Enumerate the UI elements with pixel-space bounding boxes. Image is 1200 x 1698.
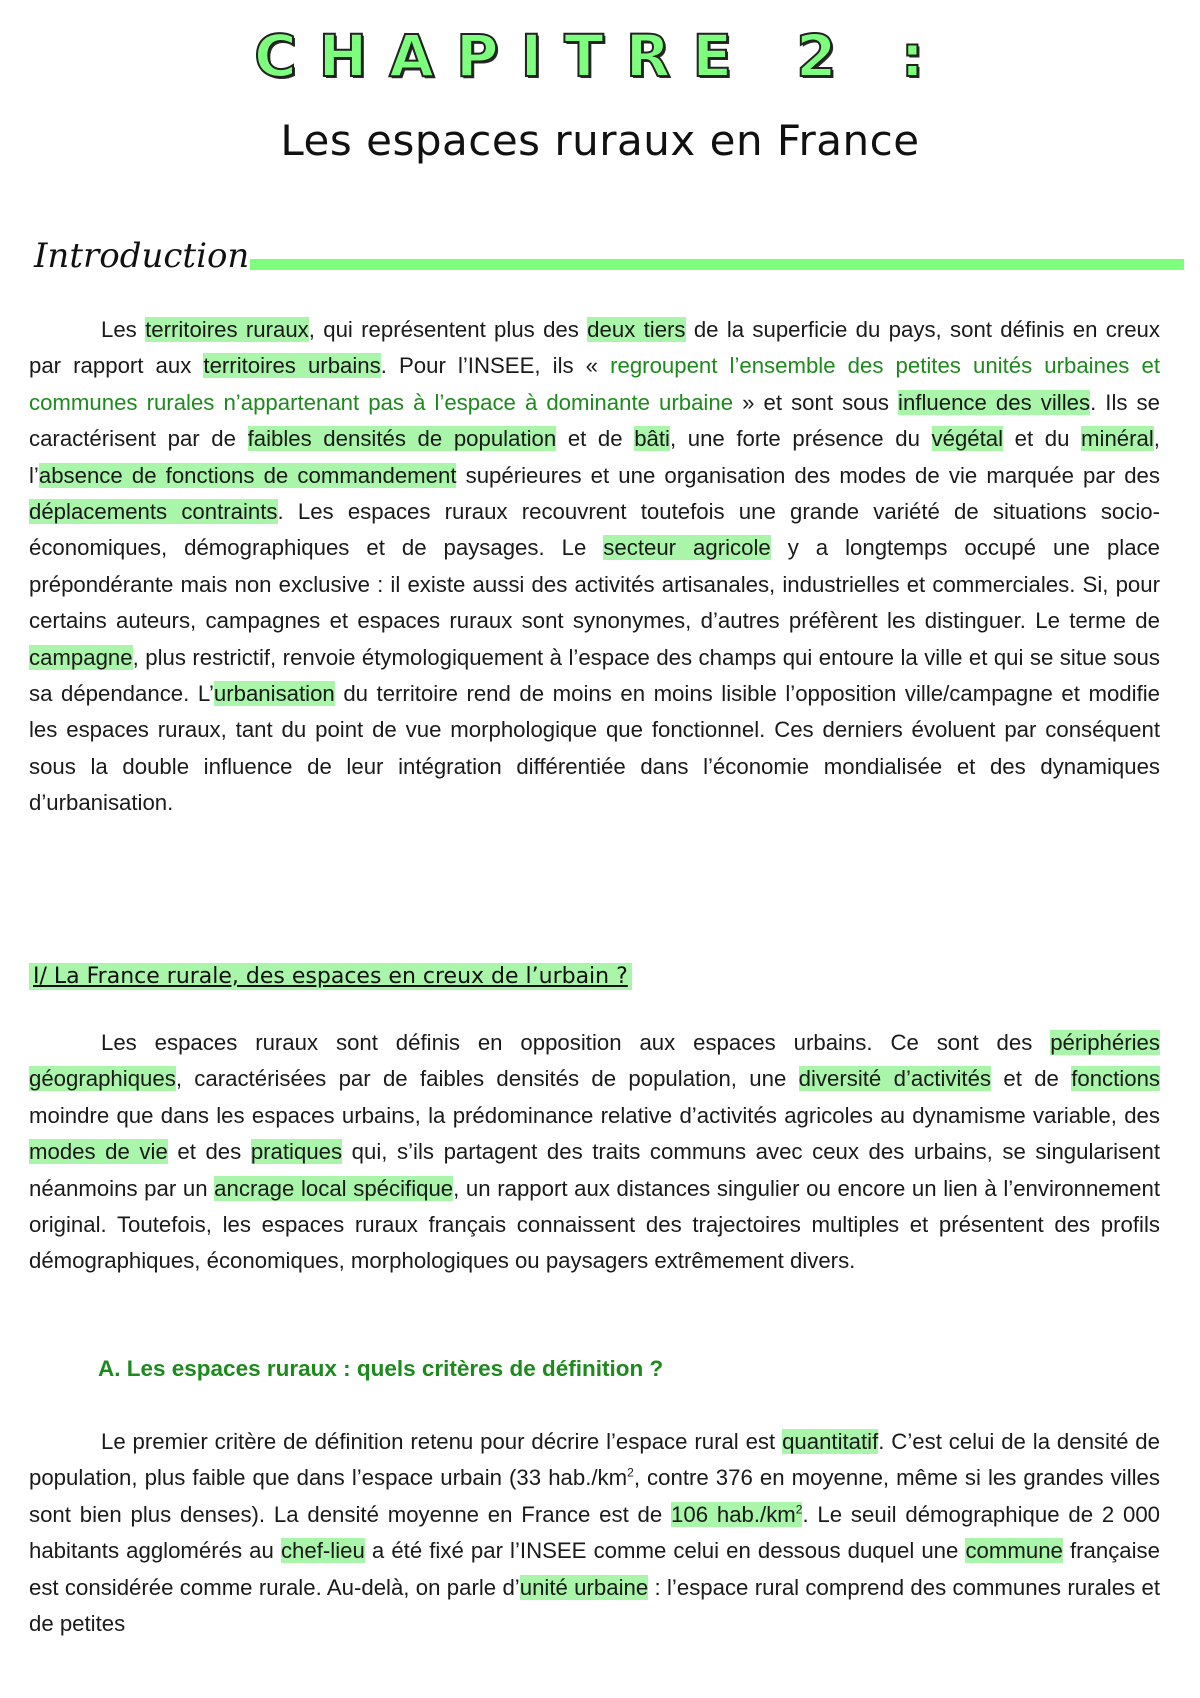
highlight: pratiques — [250, 1139, 343, 1165]
introduction-heading-row — [34, 236, 1184, 286]
highlight: minéral — [1081, 426, 1154, 452]
highlight: influence des villes — [898, 389, 1091, 415]
subsection-heading: A. Les espaces ruraux : quels critères de définition ? — [98, 1356, 664, 1381]
highlight: 106 $hab./km^2$ — [671, 1501, 803, 1527]
highlight: ancrage local spécifique — [214, 1175, 454, 1201]
highlight: végétal — [931, 426, 1004, 452]
highlight: quantitatif — [782, 1429, 879, 1454]
highlight: périphéries géographiques — [29, 1030, 1160, 1092]
highlight: territoires ruraux — [145, 317, 309, 342]
highlight: faibles densités de population — [247, 426, 557, 452]
section-heading: I/ La France rurale, des espaces en creux de l’urbain ? — [29, 963, 632, 990]
introduction-heading: Introduction — [34, 236, 250, 276]
subsection-paragraph: Le premier critère de définition retenu pour décrire l’espace rural est quantitatif. C’est celui de la densité de population, plus faible que dans l’espace urbain (33 $hab./km^2$, contre 376 en moyenne, même si les grandes villes sont bien plus denses). La densité moyenne en France est de 106 $hab./km^2$. Le seuil démographique de 2 000 habitants agglomérés au chef-lieu a été fixé par l’INSEE comme celui en dessous duquel une commune française est considérée comme rurale. Au-delà, on parle d’unité urbaine : l’espace rural comprend des communes rurales et de petites — [29, 1429, 1160, 1637]
highlight: territoires urbains — [203, 353, 381, 379]
introduction-rule — [250, 259, 1184, 270]
section-paragraph: Les espaces ruraux sont définis en opposition aux espaces urbains. Ce sont des périphéries géographiques, caractérisées par de faibles densités de population, une diversité d’activités et de fonctions moindre que dans les espaces urbains, la prédominance relative d’activités agricoles au dynamisme variable, des modes de vie et des pratiques qui, s’ils partagent des traits communs avec ceux des urbains, se singularisent néanmoins par un ancrage local spécifique, un rapport aux distances singulier ou encore un lien à l’environnement original. Toutefois, les espaces ruraux français connaissent des trajectoires multiples et présentent des profils démographiques, économiques, morphologiques ou paysagers extrêmement divers. — [29, 1030, 1161, 1274]
chapter-title: CHAPITRE 2 : — [254, 22, 946, 90]
highlight: secteur agricole — [603, 535, 771, 561]
highlight: deux tiers — [587, 317, 686, 342]
highlight: fonctions — [1071, 1066, 1161, 1092]
highlight: commune — [965, 1538, 1063, 1564]
highlight: déplacements contraints — [29, 499, 278, 525]
highlight: unité urbaine — [519, 1574, 649, 1600]
highlight: campagne — [29, 644, 133, 670]
insee-quote: regroupent l’ensemble des petites unités urbaines et communes rurales n’appartenant pas à l’espace à dominante urbaine — [29, 353, 1160, 415]
highlight: bâti — [634, 426, 670, 452]
highlight: chef-lieu — [280, 1538, 365, 1564]
highlight: absence de fonctions de commandement — [38, 462, 457, 488]
intro-paragraph: Les territoires ruraux, qui représentent plus des deux tiers de la superficie du pays, sont définis en creux par rapport aux territoires urbains. Pour l’INSEE, ils « regroupent l’ensemble des petites unités urbaines et communes rurales n’appartenant pas à l’espace à dominante urbaine » et sont sous influence des villes. Ils se caractérisent par de faibles densités de population et de bâti, une forte présence du végétal et du minéral, l’absence de fonctions de commandement supérieures et une organisation des modes de vie marquée par des déplacements contraints. Les espaces ruraux recouvrent toutefois une grande variété de situations socio-économiques, démographiques et de paysages. Le secteur agricole y a longtemps occupé une place prépondérante mais non exclusive : il existe aussi des activités artisanales, industrielles et commerciales. Si, pour certains auteurs, campagnes et espaces ruraux sont synonymes, d’autres préfèrent les distinguer. Le terme de campagne, plus restrictif, renvoie étymologiquement à l’espace des champs qui entoure la ville et qui se situe sous sa dépendance. L’urbanisation du territoire rend de moins en moins lisible l’opposition ville/campagne et modifie les espaces ruraux, tant du point de vue morphologique que fonctionnel. Ces derniers évoluent par conséquent sous la double influence de leur intégration différentiée dans l’économie mondialisée et des dynamiques d’urbanisation. — [29, 317, 1161, 816]
highlight: urbanisation — [213, 681, 335, 707]
chapter-subtitle: Les espaces ruraux en France — [280, 116, 920, 165]
highlight: modes de vie — [29, 1139, 168, 1165]
highlight: diversité d’activités — [798, 1066, 992, 1092]
